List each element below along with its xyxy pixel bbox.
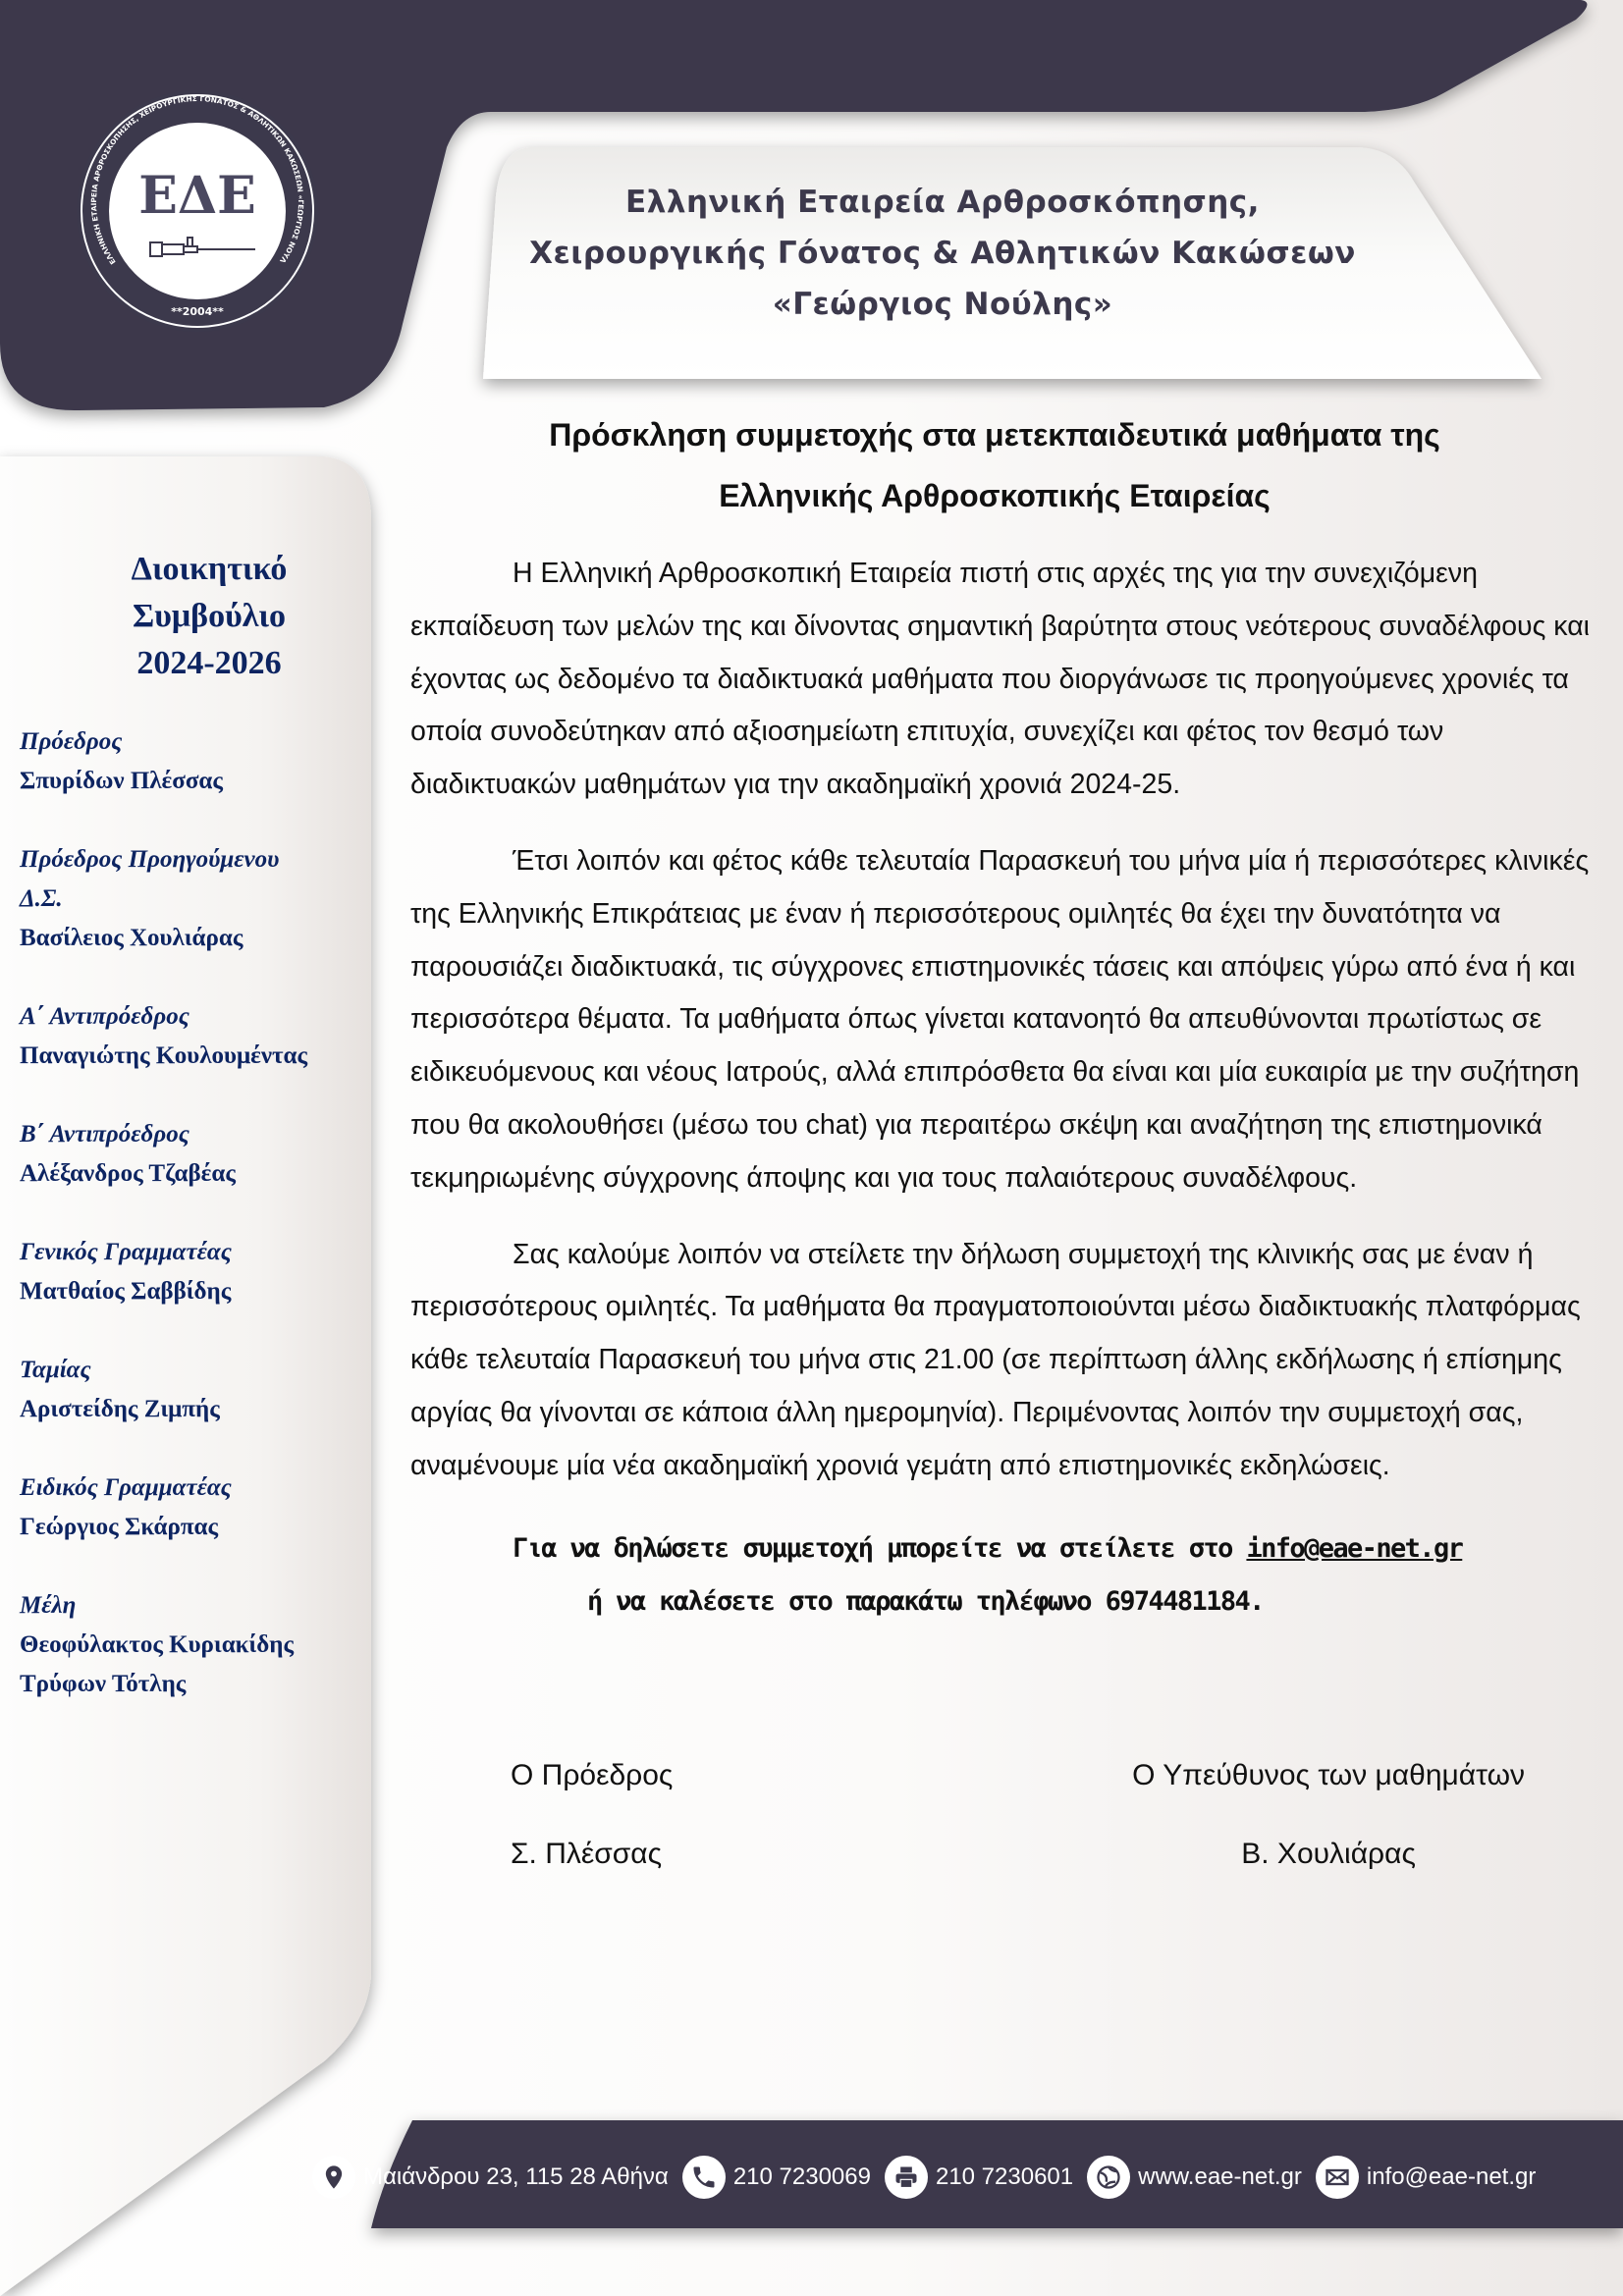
- signatures: [410, 1736, 1603, 1894]
- fax-icon: [885, 2156, 928, 2199]
- organization-name: [481, 177, 1404, 330]
- letter-body: [410, 404, 1603, 1894]
- logo-year: **2004**: [171, 305, 224, 318]
- document-title: [410, 404, 1579, 526]
- paragraph: Έτσι λοιπόν και φέτος κάθε τελευταία Παρασκευή του μήνα μία ή περισσότερες κλινικές της Ελληνικής Επικράτειας με έναν ή περισσότερους ομιλητές θα έχει την δυνατότητα να παρουσιάζει διαδικτυακά, τις σύγχρονες επιστημονικές τάσεις και απόψεις γύρω από ένα ή και περισσότερα θέματα. Τα μαθήματα όπως γίνεται κατανοητό θα απευθύνονται πρωτίστως σε ειδικευόμενους και νέους Ιατρούς, αλλά επιπρόσθετα θα είναι και μία ευκαιρία με την συζήτηση που θα ακολουθήσει (μέσω του chat) για περαιτέρω σκέψη και αναζήτηση της επιστημονικά τεκμηριωμένης σύγχρονης άποψης και για τους παλαιότερους συναδέλφους.: [410, 844, 1590, 1194]
- society-logo: [77, 90, 318, 332]
- member-role: Ταμίας: [20, 1357, 91, 1383]
- org-name-line-2: Χειρουργικής Γόνατος & Αθλητικών Κακώσεων: [529, 236, 1356, 271]
- footer-website[interactable]: [1087, 2156, 1302, 2199]
- signature-name: Σ. Πλέσσας: [511, 1837, 663, 1870]
- board-title-line: Συμβούλιο: [133, 598, 286, 634]
- member-name: Αριστείδης Ζιμπής: [20, 1396, 220, 1422]
- board-member: [20, 1586, 371, 1704]
- website-text: www.eae-net.gr: [1138, 2163, 1302, 2190]
- member-name: Θεοφύλακτος Κυριακίδης: [20, 1631, 294, 1658]
- member-role: Α΄ Αντιπρόεδρος: [20, 1003, 189, 1030]
- email-text: info@eae-net.gr: [1366, 2163, 1537, 2190]
- address-text: Μαιάνδρου 23, 115 28 Αθήνα: [363, 2163, 669, 2190]
- board-member: [20, 1468, 371, 1547]
- board-member: [20, 997, 371, 1076]
- signature-president: [511, 1736, 673, 1894]
- phone-text: 210 7230069: [732, 2163, 871, 2190]
- org-name-line-3: «Γεώργιος Νούλης»: [772, 287, 1113, 322]
- member-name: Ματθαίος Σαββίδης: [20, 1278, 232, 1305]
- board-member: [20, 840, 371, 958]
- contact-instructions: [410, 1522, 1603, 1629]
- document-title-line: Πρόσκληση συμμετοχής στα μετεκπαιδευτικά μαθήματα της: [549, 417, 1440, 453]
- member-role: Πρόεδρος: [20, 728, 123, 755]
- member-role: Πρόεδρος Προηγούμενου: [20, 846, 280, 873]
- logo-monogram: ΕΔΕ: [138, 166, 256, 226]
- board-member: [20, 1233, 371, 1311]
- paragraph: Η Ελληνική Αρθροσκοπική Εταιρεία πιστή στις αρχές της για την συνεχιζόμενη εκπαίδευση των μελών της και δίνοντας σημαντική βαρύτητα στους νεότερους συναδέλφους και έχοντας ως δεδομένο τα διαδικτυακά μαθήματα που διοργάνωσε τις προηγούμενες χρονιές τα οποία συνοδεύτηκαν από αξιοσημείωτη επιτυχία, συνεχίζει και φέτος τον θεσμό των διαδικτυακών μαθημάτων για την ακαδημαϊκή χρονιά 2024-25.: [410, 558, 1591, 801]
- footer-fax: [885, 2156, 1073, 2199]
- board-title: [3, 546, 415, 687]
- board-member: [20, 1351, 371, 1429]
- signature-title: Ο Πρόεδρος: [511, 1758, 674, 1791]
- org-name-line-1: Ελληνική Εταιρεία Αρθροσκόπησης,: [625, 185, 1260, 220]
- board-term: 2024-2026: [136, 645, 282, 681]
- globe-icon: [1087, 2156, 1130, 2199]
- member-role: Γενικός Γραμματέας: [20, 1239, 232, 1265]
- signature-title: Ο Υπεύθυνος των μαθημάτων: [1132, 1758, 1525, 1791]
- member-name: Γεώργιος Σκάρπας: [20, 1514, 219, 1540]
- footer-phone[interactable]: [682, 2156, 871, 2199]
- member-name: Σπυρίδων Πλέσσας: [20, 768, 223, 794]
- email-link[interactable]: info@eae-net.gr: [1246, 1532, 1463, 1564]
- contact-footer: [312, 2150, 1540, 2205]
- contact-text: Για να δηλώσετε συμμετοχή μπορείτε να στείλετε στο: [513, 1532, 1247, 1564]
- board-members-list: [0, 722, 371, 1704]
- board-member: [20, 1115, 371, 1194]
- board-sidebar: [0, 546, 371, 1743]
- document-title-line: Ελληνικής Αρθροσκοπικής Εταιρείας: [719, 478, 1271, 513]
- map-pin-icon: [312, 2156, 355, 2199]
- signature-course-lead: [1132, 1736, 1525, 1894]
- envelope-icon: [1316, 2156, 1359, 2199]
- member-role: Μέλη: [20, 1592, 77, 1619]
- member-name: Τρύφων Τότλης: [20, 1671, 187, 1697]
- phone-icon: [682, 2156, 726, 2199]
- member-role: Β΄ Αντιπρόεδρος: [20, 1121, 189, 1148]
- member-name: Αλέξανδρος Τζαβέας: [20, 1160, 236, 1187]
- member-name: Παναγιώτης Κουλουμέντας: [20, 1042, 308, 1069]
- member-name: Βασίλειος Χουλιάρας: [20, 925, 243, 951]
- footer-email[interactable]: [1316, 2156, 1536, 2199]
- member-role: Ειδικός Γραμματέας: [20, 1474, 232, 1501]
- paragraph: Σας καλούμε λοιπόν να στείλετε την δήλωση συμμετοχή της κλινικής σας με έναν ή περισσότερους ομιλητές. Τα μαθήματα θα πραγματοποιούνται μέσω διαδικτυακής πλατφόρμας κάθε τελευταία Παρασκευή του μήνα στις 21.00 (σε περίπτωση άλλης εκδήλωσης ή επίσημης αργίας θα γίνονται σε κάποια άλλη ημερομηνία). Περιμένοντας λοιπόν την συμμετοχή σας, αναμένουμε μία νέα ακαδημαϊκή χρονιά γεμάτη από επιστημονικές εκδηλώσεις.: [410, 1238, 1581, 1481]
- logo-ring-text: ΕΛΛΗΝΙΚΗ ΕΤΑΙΡΕΙΑ ΑΡΘΡΟΣΚΟΠΗΣΗΣ, ΧΕΙΡΟΥΡΓΙΚΗΣ ΓΟΝΑΤΟΣ & ΑΘΛΗΤΙΚΩΝ ΚΑΚΩΣΕΩΝ «ΓΕΩΡΓΙΟΣ ΝΟΥΛ: [88, 93, 306, 267]
- contact-phone-text: ή να καλέσετε στο παρακάτω τηλέφωνο 6974481184.: [587, 1585, 1264, 1617]
- signature-name: Β. Χουλιάρας: [1241, 1837, 1416, 1870]
- member-role: Δ.Σ.: [20, 885, 63, 912]
- board-title-line: Διοικητικό: [131, 551, 288, 587]
- board-member: [20, 722, 371, 801]
- footer-address: [312, 2156, 669, 2199]
- fax-text: 210 7230601: [935, 2163, 1074, 2190]
